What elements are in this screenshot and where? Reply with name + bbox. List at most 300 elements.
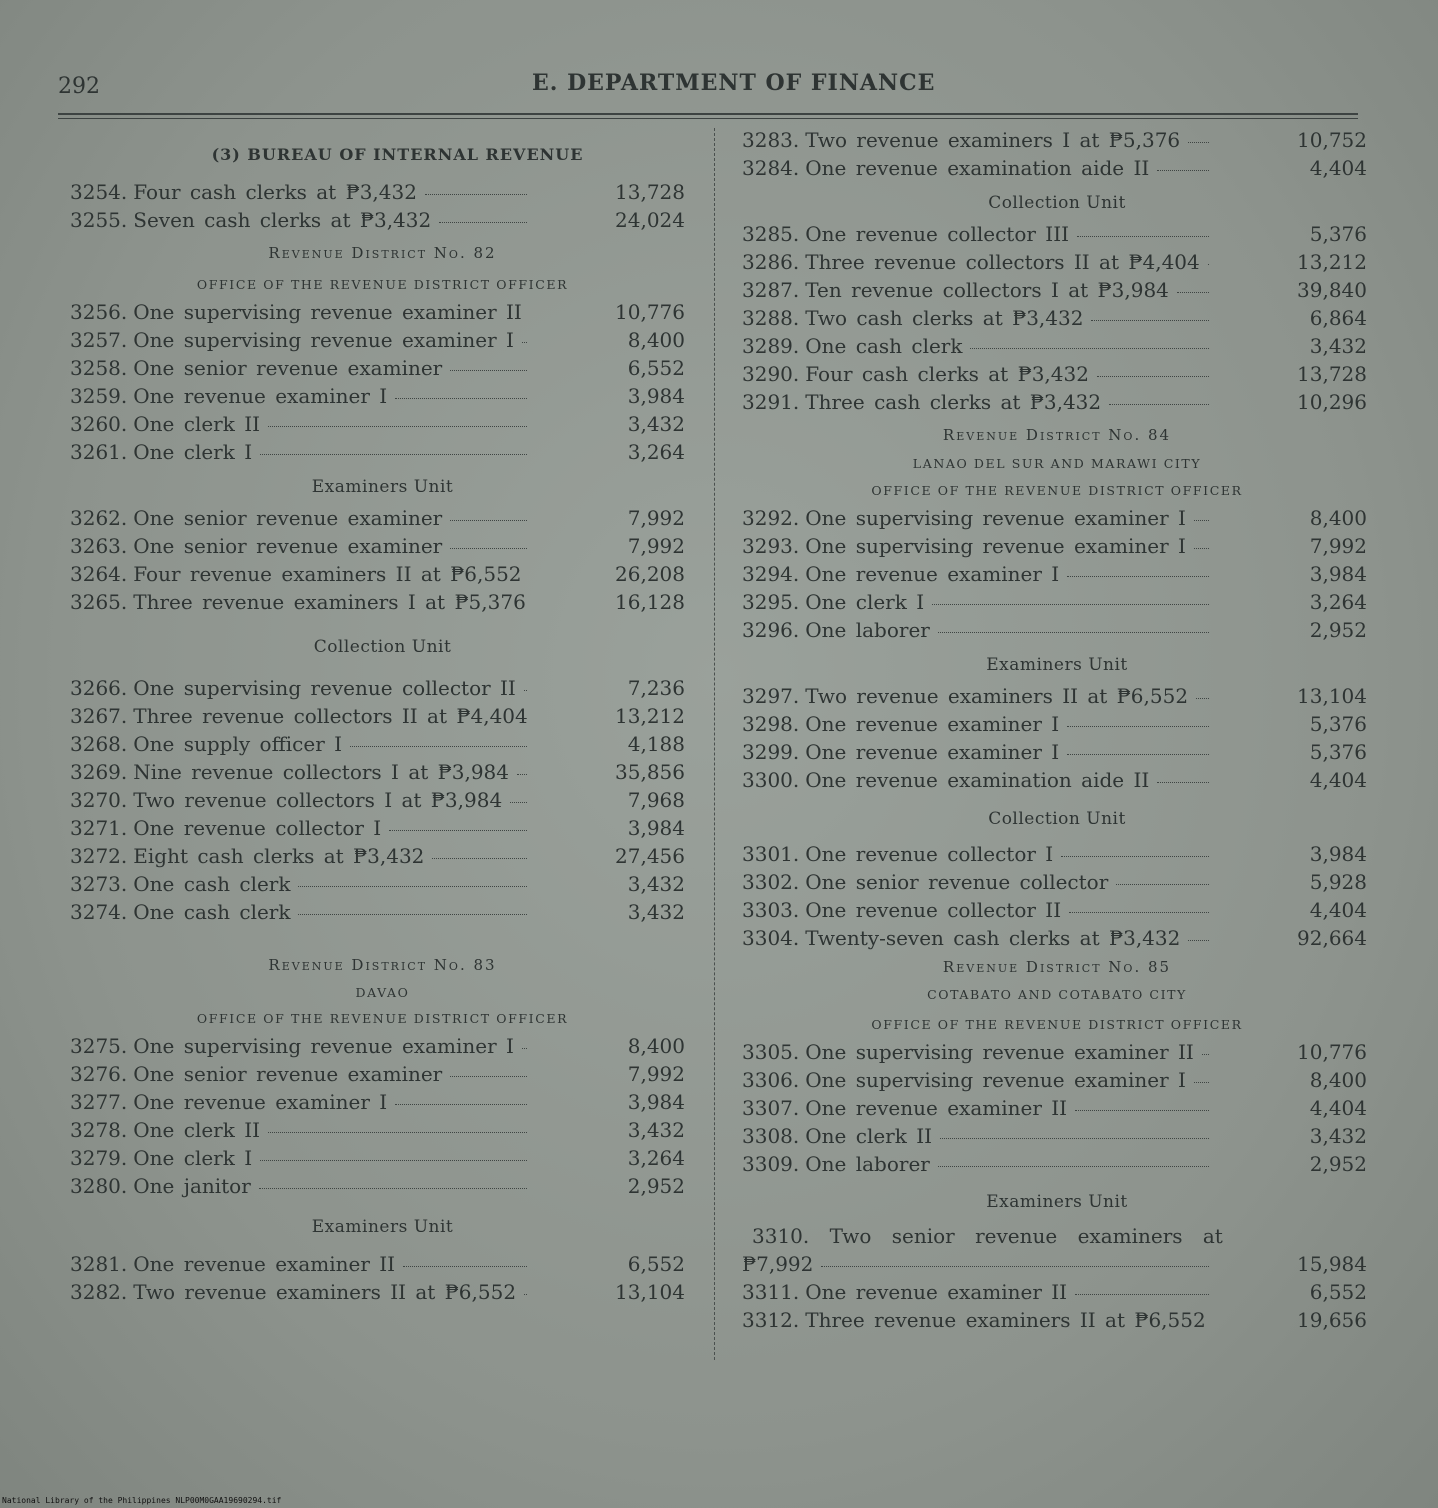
item-description: Three revenue collectors II at ₱4,404: [133, 704, 528, 728]
table-row: [70, 412, 695, 440]
unit-heading: Examiners Unit: [986, 655, 1128, 675]
table-row: [70, 1062, 695, 1090]
item-amount: 8,400: [1309, 506, 1367, 530]
item-number: 3290.: [742, 362, 800, 386]
item-description: One revenue examiner I: [805, 740, 1060, 764]
page-number: 292: [58, 74, 100, 99]
item-number: 3258.: [70, 356, 128, 380]
table-row: [70, 534, 695, 562]
item-description: One revenue examiner II: [133, 1252, 396, 1276]
item-description: Two revenue examiners II at ₱6,552: [805, 684, 1189, 708]
table-row: [70, 1280, 695, 1308]
table-row: [70, 590, 695, 618]
leader-dots: [450, 1076, 527, 1077]
item-list: [70, 180, 695, 236]
item-description: One supply officer I: [133, 732, 343, 756]
table-row: [742, 768, 1372, 796]
item-amount: 7,968: [627, 788, 685, 812]
leader-dots: [1067, 754, 1209, 755]
table-row: [742, 1040, 1372, 1068]
table-row: [742, 1252, 1372, 1280]
table-row: [742, 590, 1372, 618]
item-description: Two revenue collectors I at ₱3,984: [133, 788, 503, 812]
item-amount: 8,400: [627, 1034, 685, 1058]
item-amount: 4,404: [1309, 898, 1367, 922]
item-list: [742, 222, 1372, 418]
item-number: 3306.: [742, 1068, 800, 1092]
item-number: 3274.: [70, 900, 128, 924]
leader-dots: [938, 632, 1209, 633]
leader-dots: [1177, 292, 1209, 293]
table-row: [742, 712, 1372, 740]
item-amount: 7,992: [1309, 534, 1367, 558]
leader-dots: [510, 802, 527, 803]
item-amount: 4,404: [1309, 768, 1367, 792]
unit-heading: Examiners Unit: [986, 1192, 1128, 1212]
item-amount: 3,432: [1309, 334, 1367, 358]
item-description: One supervising revenue examiner II: [133, 300, 522, 324]
leader-dots: [395, 1104, 527, 1105]
item-amount: 7,236: [627, 676, 685, 700]
table-row: [742, 222, 1372, 250]
table-row: [742, 740, 1372, 768]
item-amount: 3,984: [627, 1090, 685, 1114]
item-number: 3273.: [70, 872, 128, 896]
item-description: Two cash clerks at ₱3,432: [805, 306, 1084, 330]
item-number: 3297.: [742, 684, 800, 708]
item-amount: 10,776: [615, 300, 685, 324]
leader-dots: [268, 426, 527, 427]
leader-dots: [1157, 782, 1209, 783]
item-amount: 6,864: [1309, 306, 1367, 330]
leader-dots: [1202, 1054, 1209, 1055]
item-description: One revenue examiner I: [805, 562, 1060, 586]
leader-dots: [298, 914, 527, 915]
item-number: 3308.: [742, 1124, 800, 1148]
leader-dots: [298, 886, 527, 887]
table-row: [70, 562, 695, 590]
office-heading: OFFICE OF THE REVENUE DISTRICT OFFICER: [871, 1017, 1243, 1032]
leader-dots: [1077, 236, 1209, 237]
item-amount: 8,400: [1309, 1068, 1367, 1092]
item-number: 3262.: [70, 506, 128, 530]
item-number: 3292.: [742, 506, 800, 530]
table-row: [70, 844, 695, 872]
item-amount: 3,432: [1309, 1124, 1367, 1148]
item-number: 3296.: [742, 618, 800, 642]
header-rule-thin: [58, 118, 1358, 119]
page-title: E. DEPARTMENT OF FINANCE: [532, 70, 936, 96]
table-row: [742, 1124, 1372, 1152]
item-description: One supervising revenue examiner I: [133, 1034, 514, 1058]
item-description: One cash clerk: [133, 900, 291, 924]
item-list: [742, 1040, 1372, 1180]
item-description: One clerk I: [805, 590, 925, 614]
district-heading: Revenue District No. 85: [942, 958, 1172, 976]
item-number: 3288.: [742, 306, 800, 330]
table-row: [70, 440, 695, 468]
item-description: One revenue examiner I: [133, 384, 388, 408]
item-amount: 26,208: [615, 562, 685, 586]
leader-dots: [450, 520, 527, 521]
item-list: [742, 684, 1372, 796]
item-number: 3275.: [70, 1034, 128, 1058]
leader-dots: [1194, 548, 1209, 549]
item-number: 3286.: [742, 250, 800, 274]
item-description: One revenue examiner I: [133, 1090, 388, 1114]
item-number: 3281.: [70, 1252, 128, 1276]
item-description: Three revenue examiners II at ₱6,552: [805, 1308, 1206, 1332]
table-row: [742, 618, 1372, 646]
header-rule: [58, 113, 1358, 115]
leader-dots: [259, 1188, 527, 1189]
item-amount: 7,992: [627, 506, 685, 530]
item-number: 3299.: [742, 740, 800, 764]
item-description: One supervising revenue examiner I: [805, 1068, 1186, 1092]
table-row: [742, 870, 1372, 898]
unit-heading: Collection Unit: [988, 193, 1126, 213]
item-number: 3298.: [742, 712, 800, 736]
table-row: [742, 250, 1372, 278]
item-amount: 15,984: [1297, 1252, 1367, 1276]
right-column: [742, 128, 1372, 1336]
item-list: [742, 1280, 1372, 1336]
item-amount: 4,188: [627, 732, 685, 756]
item-description: Three cash clerks at ₱3,432: [805, 390, 1102, 414]
item-description: One supervising revenue collector II: [133, 676, 516, 700]
item-amount: 3,432: [627, 872, 685, 896]
item-number: 3300.: [742, 768, 800, 792]
item-amount: 92,664: [1297, 926, 1367, 950]
item-amount: 10,752: [1297, 128, 1367, 152]
item-amount: 35,856: [615, 760, 685, 784]
table-row: [70, 900, 695, 928]
item-description: Twenty-seven cash clerks at ₱3,432: [805, 926, 1181, 950]
leader-dots: [395, 398, 527, 399]
item-number: 3263.: [70, 534, 128, 558]
table-row: [742, 562, 1372, 590]
item-amount: 3,264: [627, 1146, 685, 1170]
unit-heading: Examiners Unit: [311, 477, 454, 497]
leader-dots: [439, 222, 527, 223]
item-number: 3291.: [742, 390, 800, 414]
item-amount: 24,024: [615, 208, 685, 232]
item-number: 3294.: [742, 562, 800, 586]
item-description: One revenue collector II: [805, 898, 1062, 922]
item-description: Seven cash clerks at ₱3,432: [133, 208, 432, 232]
item-amount: 5,376: [1309, 740, 1367, 764]
leader-dots: [1067, 726, 1209, 727]
place-heading: DAVAO: [355, 985, 410, 1000]
district-heading: Revenue District No. 84: [942, 426, 1172, 444]
item-number: 3293.: [742, 534, 800, 558]
item-list: [742, 128, 1372, 184]
leader-dots: [425, 194, 527, 195]
item-amount: 13,104: [1297, 684, 1367, 708]
item-number: 3283.: [742, 128, 800, 152]
table-row: [70, 872, 695, 900]
office-heading: OFFICE OF THE REVENUE DISTRICT OFFICER: [871, 483, 1243, 498]
table-row: [70, 506, 695, 534]
item-description: Two revenue examiners II at ₱6,552: [133, 1280, 517, 1304]
leader-dots: [268, 1132, 527, 1133]
leader-dots: [389, 830, 527, 831]
item-description: Nine revenue collectors I at ₱3,984: [133, 760, 510, 784]
item-amount: 13,728: [1297, 362, 1367, 386]
leader-dots: [522, 1048, 527, 1049]
item-description: One revenue examiner II: [805, 1280, 1068, 1304]
item-description: Three revenue examiners I at ₱5,376: [133, 590, 526, 614]
leader-dots: [1188, 142, 1209, 143]
item-number: 3284.: [742, 156, 800, 180]
leader-dots: [1157, 170, 1209, 171]
item-description: One supervising revenue examiner I: [133, 328, 514, 352]
item-number: 3277.: [70, 1090, 128, 1114]
item-amount: 13,728: [615, 180, 685, 204]
table-row: [742, 684, 1372, 712]
item-number: 3256.: [70, 300, 128, 324]
item-description: One supervising revenue examiner II: [805, 1040, 1194, 1064]
item-3310-line1: 3310. Two senior revenue examiners at: [752, 1224, 1223, 1248]
item-number: 3289.: [742, 334, 800, 358]
leader-dots: [1116, 884, 1209, 885]
item-description: One revenue examiner II: [805, 1096, 1068, 1120]
item-amount: 3,432: [627, 412, 685, 436]
item-number: 3303.: [742, 898, 800, 922]
item-description: One revenue examination aide II: [805, 768, 1150, 792]
item-amount: 2,952: [1309, 1152, 1367, 1176]
item-list: [70, 300, 695, 468]
item-description: Three revenue collectors II at ₱4,404: [805, 250, 1200, 274]
leader-dots: [1109, 404, 1209, 405]
table-row: [70, 704, 695, 732]
item-amount: 13,212: [1297, 250, 1367, 274]
item-description: One revenue examiner I: [805, 712, 1060, 736]
item-amount: 3,264: [627, 440, 685, 464]
table-row: [742, 1152, 1372, 1180]
item-number: 3269.: [70, 760, 128, 784]
item-number: 3272.: [70, 844, 128, 868]
table-row: [70, 1118, 695, 1146]
item-description: One clerk II: [805, 1124, 933, 1148]
item-list: [70, 506, 695, 618]
leader-dots: [1188, 940, 1209, 941]
item-amount: 19,656: [1297, 1308, 1367, 1332]
item-description: Ten revenue collectors I at ₱3,984: [805, 278, 1169, 302]
item-number: 3254.: [70, 180, 128, 204]
bureau-heading: (3) BUREAU OF INTERNAL REVENUE: [211, 145, 584, 164]
item-description: Eight cash clerks at ₱3,432: [133, 844, 425, 868]
item-description: One janitor: [133, 1174, 251, 1198]
item-amount: 10,296: [1297, 390, 1367, 414]
table-row: [742, 362, 1372, 390]
item-number: 3287.: [742, 278, 800, 302]
item-amount: 8,400: [627, 328, 685, 352]
item-amount: 3,984: [627, 816, 685, 840]
item-amount: 3,432: [627, 900, 685, 924]
table-row: [742, 898, 1372, 926]
leader-dots: [970, 348, 1209, 349]
item-amount: 3,984: [1309, 562, 1367, 586]
place-heading: LANAO DEL SUR AND MARAWI CITY: [912, 456, 1202, 471]
table-row: [70, 180, 695, 208]
item-number: 3260.: [70, 412, 128, 436]
leader-dots: [821, 1266, 1209, 1267]
item-amount: 13,104: [615, 1280, 685, 1304]
item-number: 3264.: [70, 562, 128, 586]
leader-dots: [522, 342, 527, 343]
item-number: 3265.: [70, 590, 128, 614]
item-description: One revenue collector III: [805, 222, 1069, 246]
leader-dots: [524, 1294, 527, 1295]
item-number: 3285.: [742, 222, 800, 246]
table-row: [742, 926, 1372, 954]
item-number: 3280.: [70, 1174, 128, 1198]
item-number: 3271.: [70, 816, 128, 840]
office-heading: OFFICE OF THE REVENUE DISTRICT OFFICER: [196, 1011, 569, 1026]
item-amount: 3,264: [1309, 590, 1367, 614]
item-3310-line2: ₱7,992: [742, 1252, 814, 1276]
item-number: 3266.: [70, 676, 128, 700]
item-amount: 7,992: [627, 1062, 685, 1086]
item-description: One senior revenue examiner: [133, 356, 443, 380]
item-number: 3311.: [742, 1280, 800, 1304]
item-description: Two revenue examiners I at ₱5,376: [805, 128, 1181, 152]
item-amount: 4,404: [1309, 1096, 1367, 1120]
item-description: One laborer: [805, 618, 930, 642]
table-row: [742, 306, 1372, 334]
item-number: 3304.: [742, 926, 800, 950]
item-amount: 10,776: [1297, 1040, 1367, 1064]
item-list: [70, 1034, 695, 1202]
leader-dots: [1097, 376, 1209, 377]
leader-dots: [1091, 320, 1209, 321]
unit-heading: Collection Unit: [988, 809, 1126, 829]
item-amount: 6,552: [627, 356, 685, 380]
item-amount: 13,212: [615, 704, 685, 728]
district-heading: Revenue District No. 82: [268, 244, 497, 262]
item-number: 3261.: [70, 440, 128, 464]
leader-dots: [1194, 520, 1209, 521]
leader-dots: [1208, 264, 1209, 265]
table-row: [742, 534, 1372, 562]
left-column: [70, 130, 695, 1308]
unit-heading: Collection Unit: [313, 637, 452, 657]
item-number: 3270.: [70, 788, 128, 812]
item-description: One supervising revenue examiner I: [805, 534, 1186, 558]
table-row: [70, 676, 695, 704]
leader-dots: [932, 604, 1209, 605]
table-row: [70, 300, 695, 328]
leader-dots: [1194, 1082, 1209, 1083]
item-description: Four cash clerks at ₱3,432: [133, 180, 417, 204]
item-number: 3267.: [70, 704, 128, 728]
leader-dots: [1067, 576, 1209, 577]
item-number: 3312.: [742, 1308, 800, 1332]
item-amount: 5,376: [1309, 222, 1367, 246]
leader-dots: [450, 370, 527, 371]
item-number: 3282.: [70, 1280, 128, 1304]
leader-dots: [938, 1166, 1209, 1167]
item-number: 3278.: [70, 1118, 128, 1142]
item-list: [70, 676, 695, 928]
item-amount: 2,952: [1309, 618, 1367, 642]
item-number: 3257.: [70, 328, 128, 352]
table-row: [70, 1146, 695, 1174]
table-row: [70, 1034, 695, 1062]
table-row: [70, 760, 695, 788]
item-amount: 5,376: [1309, 712, 1367, 736]
leader-dots: [350, 746, 527, 747]
item-number: 3305.: [742, 1040, 800, 1064]
item-description: Four cash clerks at ₱3,432: [805, 362, 1089, 386]
leader-dots: [1075, 1110, 1209, 1111]
item-amount: 6,552: [627, 1252, 685, 1276]
item-description: One senior revenue examiner: [133, 1062, 443, 1086]
item-number: 3276.: [70, 1062, 128, 1086]
leader-dots: [260, 1160, 527, 1161]
leader-dots: [524, 690, 527, 691]
table-row: [742, 1280, 1372, 1308]
item-number: 3255.: [70, 208, 128, 232]
office-heading: OFFICE OF THE REVENUE DISTRICT OFFICER: [196, 277, 569, 292]
place-heading: COTABATO AND COTABATO CITY: [927, 987, 1187, 1002]
leader-dots: [1069, 912, 1209, 913]
table-row: [70, 328, 695, 356]
item-amount: 3,984: [1309, 842, 1367, 866]
item-description: One clerk II: [133, 1118, 261, 1142]
leader-dots: [450, 548, 527, 549]
table-row: [70, 788, 695, 816]
item-list: [742, 506, 1372, 646]
leader-dots: [517, 774, 527, 775]
item-number: 3268.: [70, 732, 128, 756]
leader-dots: [940, 1138, 1209, 1139]
leader-dots: [1196, 698, 1209, 699]
item-description: One clerk I: [133, 1146, 253, 1170]
item-description: One clerk I: [133, 440, 253, 464]
table-row: [70, 732, 695, 760]
item-amount: 27,456: [615, 844, 685, 868]
item-number: 3307.: [742, 1096, 800, 1120]
scan-credit: National Library of the Philippines NLP00M0GAA19690294.tif: [2, 1496, 282, 1505]
item-description: One revenue examination aide II: [805, 156, 1150, 180]
item-amount: 7,992: [627, 534, 685, 558]
table-row: [742, 1308, 1372, 1336]
table-row: [70, 1252, 695, 1280]
leader-dots: [1061, 856, 1209, 857]
table-row: [70, 1090, 695, 1118]
item-number: 3302.: [742, 870, 800, 894]
item-description: One cash clerk: [133, 872, 291, 896]
item-description: Four revenue examiners II at ₱6,552: [133, 562, 522, 586]
item-amount: 2,952: [627, 1174, 685, 1198]
table-row: [70, 384, 695, 412]
item-amount: 4,404: [1309, 156, 1367, 180]
item-list: [742, 842, 1372, 954]
leader-dots: [1075, 1294, 1209, 1295]
table-row: [70, 356, 695, 384]
leader-dots: [403, 1266, 527, 1267]
leader-dots: [432, 858, 527, 859]
table-row: [742, 128, 1372, 156]
item-description: One senior revenue examiner: [133, 534, 443, 558]
table-row: [742, 390, 1372, 418]
table-row: [70, 208, 695, 236]
table-row: [742, 334, 1372, 362]
leader-dots: [260, 454, 527, 455]
table-row: [742, 842, 1372, 870]
